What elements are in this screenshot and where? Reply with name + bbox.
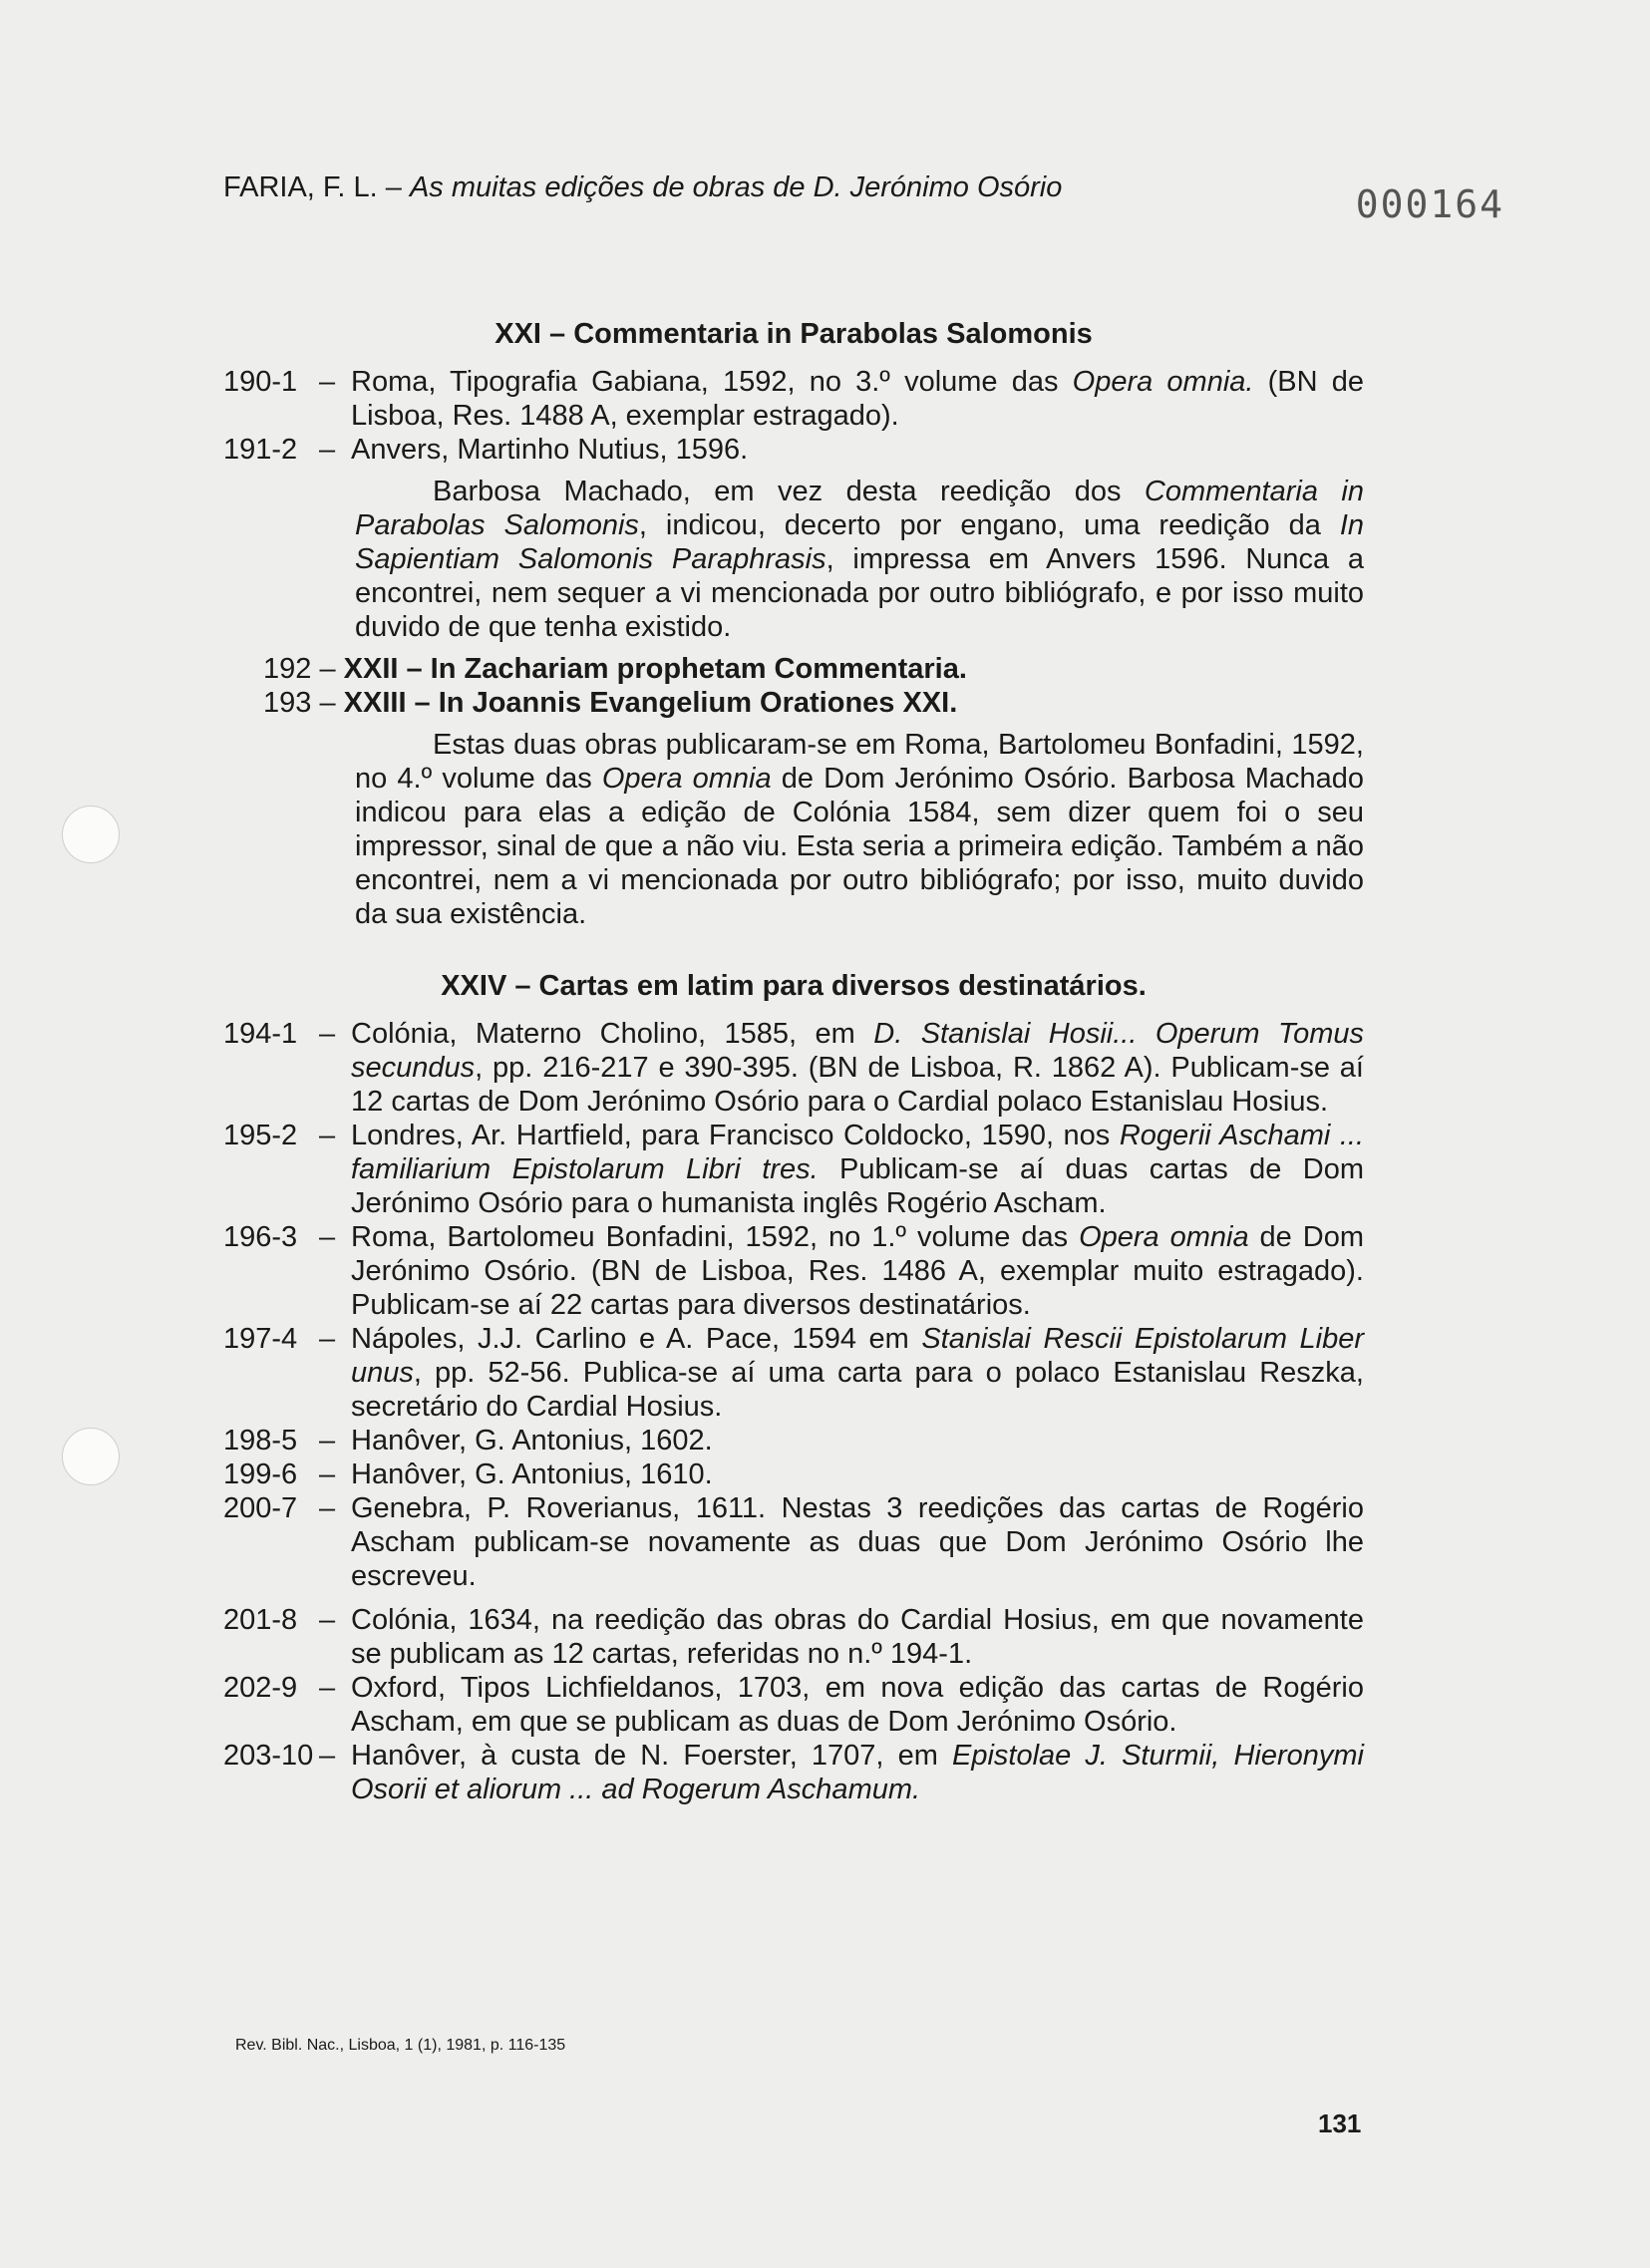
entry-number: 191-2 [223,434,298,466]
list-item [223,1017,1364,1119]
entry-dash: – [319,1120,336,1151]
list-item [223,1220,1364,1322]
main-content [223,317,1364,1806]
section-heading-xxiii: 193 – XXIII – In Joannis Evangelium Orationes XXI. [263,687,958,719]
list-item [223,1739,1364,1806]
entry-text: Anvers, Martinho Nutius, 1596. [351,434,749,466]
entry-number: 196-3 [223,1221,298,1253]
entry-dash: – [319,1425,336,1457]
entry-text: Roma, Tipografia Gabiana, 1592, no 3.º volume das Opera omnia. (BN de Lisboa, Res. 1488 A, exemplar estragado). [351,366,1364,432]
entry-number: 195-2 [223,1120,298,1151]
page-number: 131 [1318,2108,1362,2138]
entry-dash: – [319,1604,336,1636]
entry-text: Genebra, P. Roverianus, 1611. Nestas 3 reedições das cartas de Rogério Ascham publicam-se novamente as duas que Dom Jerónimo Osório lhe escreveu. [351,1492,1364,1592]
list-item [223,1119,1364,1220]
running-header [223,171,1062,204]
archive-stamp-number: 000164 [1355,182,1504,226]
list-item [223,365,1364,433]
entry-dash: – [319,366,336,398]
entry-number: 200-7 [223,1492,298,1524]
list-item [223,1458,1364,1491]
punch-hole-bottom [62,1428,120,1485]
section-heading-xxi: XXI – Commentaria in Parabolas Salomonis [495,318,1093,350]
entry-dash: – [319,434,336,466]
list-item [223,1603,1364,1671]
entry-text: Colónia, Materno Cholino, 1585, em D. Stanislai Hosii... Operum Tomus secundus, pp. 216-217 e 390-395. (BN de Lisboa, R. 1862 A). Publicam-se aí 12 cartas de Dom Jerónimo Osório para o Cardial polaco Estanislau Hosius. [351,1018,1365,1118]
header-title: As muitas edições de obras de D. Jerónimo Osório [409,171,1063,203]
header-author: FARIA, F. L. – [223,171,410,203]
entry-number: 203-10 [223,1740,314,1772]
entry-dash: – [319,1458,336,1490]
note-paragraph-xxii: Estas duas obras publicaram-se em Roma, Bartolomeu Bonfadini, 1592, no 4.º volume das Opera omnia de Dom Jerónimo Osório. Barbosa Machado indicou para elas a edição de Colónia 1584, sem dizer quem foi o seu impressor, sinal de que a não viu. Esta seria a primeira edição. Também a não encontrei, nem a vi mencionada por outro bibliógrafo; por isso, muito duvido da sua existência. [355,729,1364,930]
entry-number: 194-1 [223,1018,298,1050]
list-item [223,1491,1364,1593]
section-heading-xxii: 192 – XXII – In Zachariam prophetam Commentaria. [263,653,967,685]
note-paragraph-xxi: Barbosa Machado, em vez desta reedição dos Commentaria in Parabolas Salomonis, indicou, decerto por engano, uma reedição da In Sapientiam Salomonis Paraphrasis, impressa em Anvers 1596. Nunca a encontrei, nem sequer a vi mencionada por outro bibliógrafo, e por isso muito duvido de que tenha existido. [355,476,1365,643]
entry-text: Oxford, Tipos Lichfieldanos, 1703, em nova edição das cartas de Rogério Ascham, em que se publicam as duas de Dom Jerónimo Osório. [351,1672,1364,1738]
entry-number: 202-9 [223,1672,298,1704]
list-item [223,1671,1364,1739]
list-item [223,433,1364,467]
entry-dash: – [319,1018,336,1050]
entry-dash: – [319,1221,336,1253]
entry-number: 198-5 [223,1425,298,1457]
entry-number: 201-8 [223,1604,298,1636]
entry-number: 197-4 [223,1323,298,1355]
entry-number: 190-1 [223,366,298,398]
entry-text: Hanôver, G. Antonius, 1602. [351,1425,713,1457]
entry-text: Hanôver, à custa de N. Foerster, 1707, em Epistolae J. Sturmii, Hieronymi Osorii et aliorum ... ad Rogerum Aschamum. [351,1740,1365,1805]
entry-number: 199-6 [223,1458,298,1490]
list-item [223,1322,1364,1424]
entry-dash: – [319,1740,336,1772]
entry-text: Colónia, 1634, na reedição das obras do Cardial Hosius, em que novamente se publicam as 12 cartas, referidas no n.º 194-1. [351,1604,1364,1670]
entry-text: Nápoles, J.J. Carlino e A. Pace, 1594 em Stanislai Rescii Epistolarum Liber unus, pp. 52-56. Publica-se aí uma carta para o polaco Estanislau Reszka, secretário do Cardial Hosius. [351,1323,1364,1423]
list-item [223,1424,1364,1458]
entry-dash: – [319,1672,336,1704]
entry-dash: – [319,1323,336,1355]
entry-dash: – [319,1492,336,1524]
section-heading-xxiv: XXIV – Cartas em latim para diversos destinatários. [441,970,1147,1002]
entry-text: Roma, Bartolomeu Bonfadini, 1592, no 1.º volume das Opera omnia de Dom Jerónimo Osório. (BN de Lisboa, Res. 1486 A, exemplar muito estragado). Publicam-se aí 22 cartas para diversos destinatários. [351,1221,1364,1321]
journal-citation: Rev. Bibl. Nac., Lisboa, 1 (1), 1981, p. 116-135 [235,2037,566,2054]
entry-text: Londres, Ar. Hartfield, para Francisco Coldocko, 1590, nos Rogerii Aschami ... familiarium Epistolarum Libri tres. Publicam-se aí duas cartas de Dom Jerónimo Osório para o humanista inglês Rogério Ascham. [351,1120,1365,1219]
entry-text: Hanôver, G. Antonius, 1610. [351,1458,713,1490]
punch-hole-top [62,806,120,863]
